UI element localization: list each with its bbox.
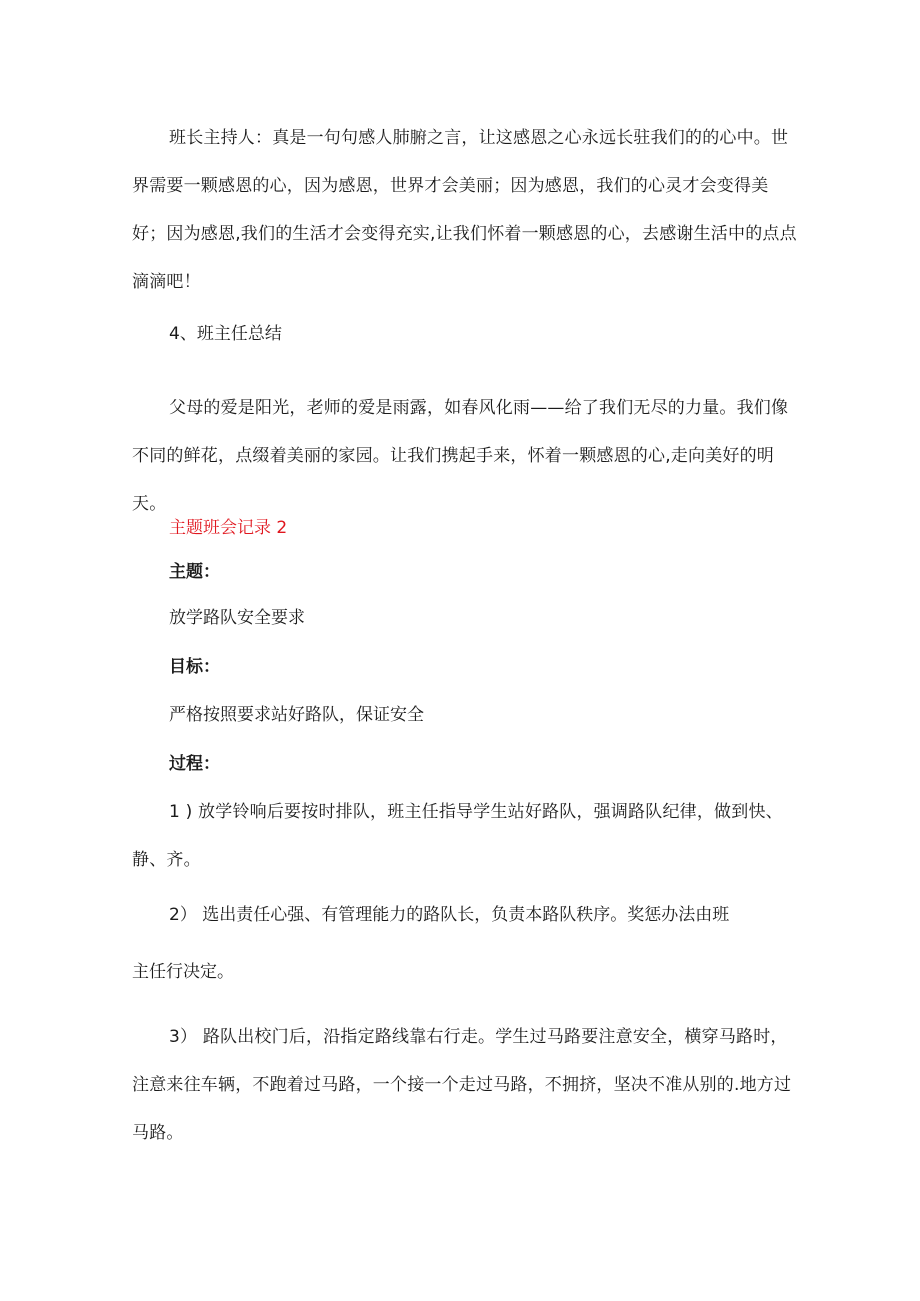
- section-title-record-2: 主题班会记录 2: [169, 518, 288, 538]
- topic-text: 放学路队安全要求: [169, 608, 305, 628]
- goal-label: 目标：: [169, 657, 220, 677]
- section-heading-summary: 4、班主任总结: [169, 324, 282, 344]
- process-step-1: 1 ) 放学铃响后要按时排队，班主任指导学生站好路队，强调路队纪律，做到快、静、齐。: [132, 802, 783, 870]
- process-step-2-line-1: 2） 选出责任心强、有管理能力的路队长，负责本路队秩序。奖惩办法由班: [169, 905, 730, 925]
- topic-label: 主题：: [169, 562, 220, 582]
- host-paragraph: 班长主持人：真是一句句感人肺腑之言，让这感恩之心永远长驻我们的的心中。世界需要一颗感恩的心，因为感恩，世界才会美丽；因为感恩，我们的心灵才会变得美好；因为感恩,我们的生活才会变得充实,让我们怀着一颗感恩的心，去感谢生活中的点点滴滴吧！: [132, 128, 797, 292]
- goal-text: 严格按照要求站好路队，保证安全: [169, 705, 424, 725]
- process-label: 过程：: [169, 754, 220, 774]
- summary-paragraph: 父母的爱是阳光，老师的爱是雨露，如春风化雨——给了我们无尽的力量。我们像不同的鲜花，点缀着美丽的家园。让我们携起手来，怀着一颗感恩的心,走向美好的明天。: [132, 398, 789, 514]
- process-step-2-line-2: 主任行决定。: [132, 962, 234, 982]
- process-step-3: 3） 路队出校门后，沿指定路线靠右行走。学生过马路要注意安全，横穿马路时，注意来往车辆，不跑着过马路，一个接一个走过马路，不拥挤，坚决不准从别的.地方过马路。: [132, 1027, 792, 1143]
